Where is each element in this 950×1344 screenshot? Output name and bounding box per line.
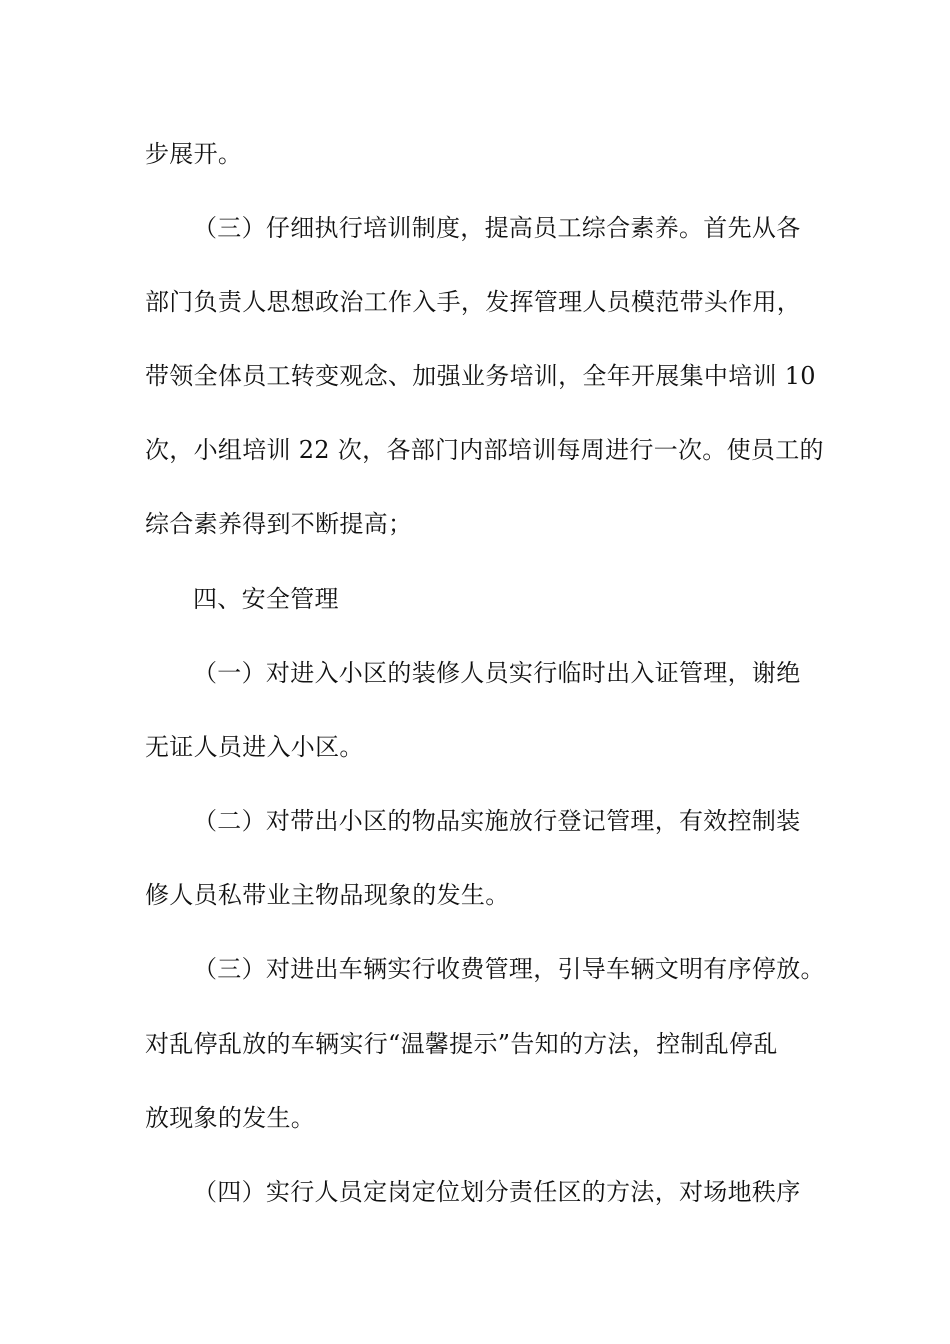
paragraph-line: 次，小组培训 22 次，各部门内部培训每周进行一次。使员工的 — [145, 436, 824, 464]
paragraph-line: （一）对进入小区的装修人员实行临时出入证管理，谢绝 — [193, 659, 801, 687]
paragraph-line: 对乱停乱放的车辆实行“温馨提示”告知的方法，控制乱停乱 — [145, 1030, 778, 1058]
paragraph-line: （三）对进出车辆实行收费管理，引导车辆文明有序停放。 — [193, 955, 825, 983]
paragraph-line: 步展开。 — [145, 140, 243, 168]
paragraph-line: 部门负责人思想政治工作入手，发挥管理人员模范带头作用， — [145, 288, 802, 316]
paragraph-line: 放现象的发生。 — [145, 1104, 316, 1132]
paragraph-line: 带领全体员工转变观念、加强业务培训，全年开展集中培训 10 — [145, 362, 816, 390]
paragraph-line: 无证人员进入小区。 — [145, 733, 364, 761]
paragraph-line: 修人员私带业主物品现象的发生。 — [145, 881, 510, 909]
paragraph-line: （三）仔细执行培训制度，提高员工综合素养。首先从各 — [193, 214, 801, 242]
paragraph-line: 综合素养得到不断提高； — [145, 510, 413, 538]
paragraph-line: （二）对带出小区的物品实施放行登记管理，有效控制装 — [193, 807, 801, 835]
section-heading: 四、安全管理 — [193, 585, 339, 613]
paragraph-line: （四）实行人员定岗定位划分责任区的方法，对场地秩序 — [193, 1178, 801, 1206]
